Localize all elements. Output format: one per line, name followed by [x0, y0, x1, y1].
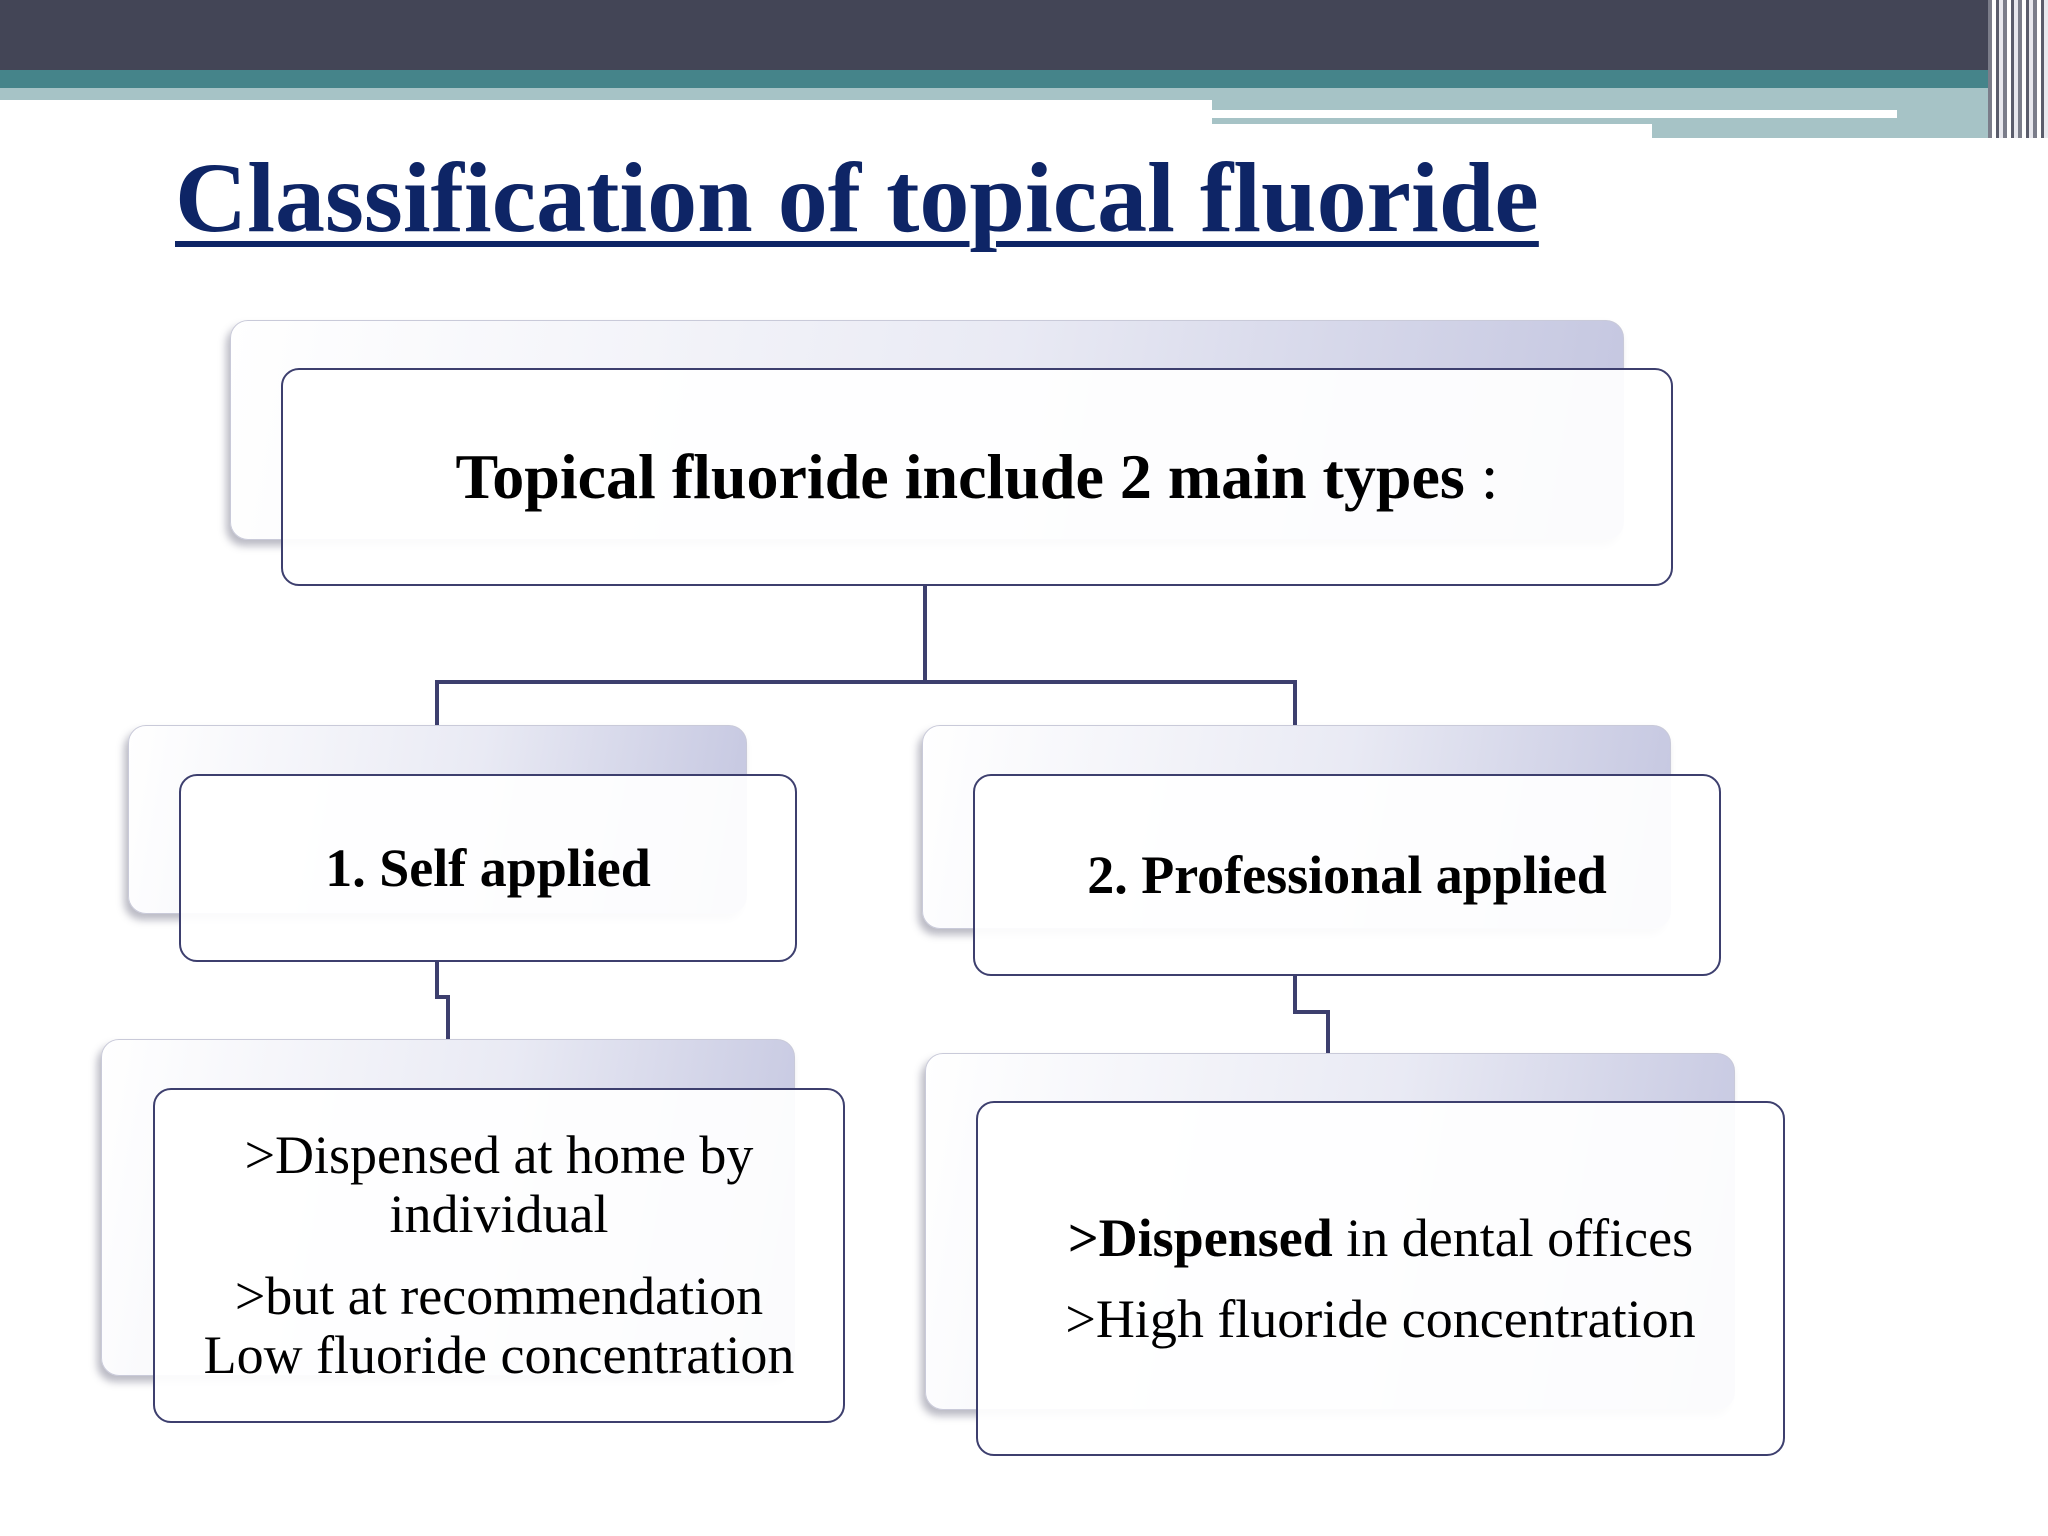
header-divider-line: [1212, 110, 1897, 118]
self-applied-detail-node: [153, 1088, 845, 1423]
header-accent-bar: [0, 70, 2030, 88]
professional-applied-node: [973, 774, 1721, 976]
root-node-label: Topical fluoride include 2 main types :: [455, 441, 1499, 512]
connector-root-to-branches: [437, 585, 925, 727]
root-node: [281, 368, 1673, 586]
self-applied-detail-line-4: Low fluoride concentration: [203, 1324, 795, 1385]
self-applied-label: 1. Self applied: [325, 838, 651, 898]
self-applied-detail-line-2: individual: [389, 1184, 609, 1245]
professional-applied-label: 2. Professional applied: [1087, 845, 1607, 905]
professional-applied-detail-line-1: >Dispensed in dental offices: [1067, 1208, 1694, 1269]
self-applied-detail-line-3: >but at recommendation: [234, 1265, 764, 1326]
professional-applied-detail-node: [976, 1101, 1785, 1456]
self-applied-detail-line-1: >Dispensed at home by: [244, 1124, 754, 1185]
connector-root-to-professional: [925, 682, 1295, 727]
self-applied-node: [179, 774, 797, 962]
header-bar: [0, 0, 1990, 70]
connector-professional-to-detail: [1295, 975, 1328, 1053]
connector-self-to-detail: [437, 962, 448, 1040]
slide-title: Classification of topical fluoride: [175, 142, 1539, 253]
header-light-bar: [0, 88, 1212, 100]
header-divider-line-2: [1212, 124, 1652, 138]
professional-applied-detail-line-2: >High fluoride concentration: [1065, 1288, 1696, 1349]
header-stripes: [1988, 0, 2048, 138]
